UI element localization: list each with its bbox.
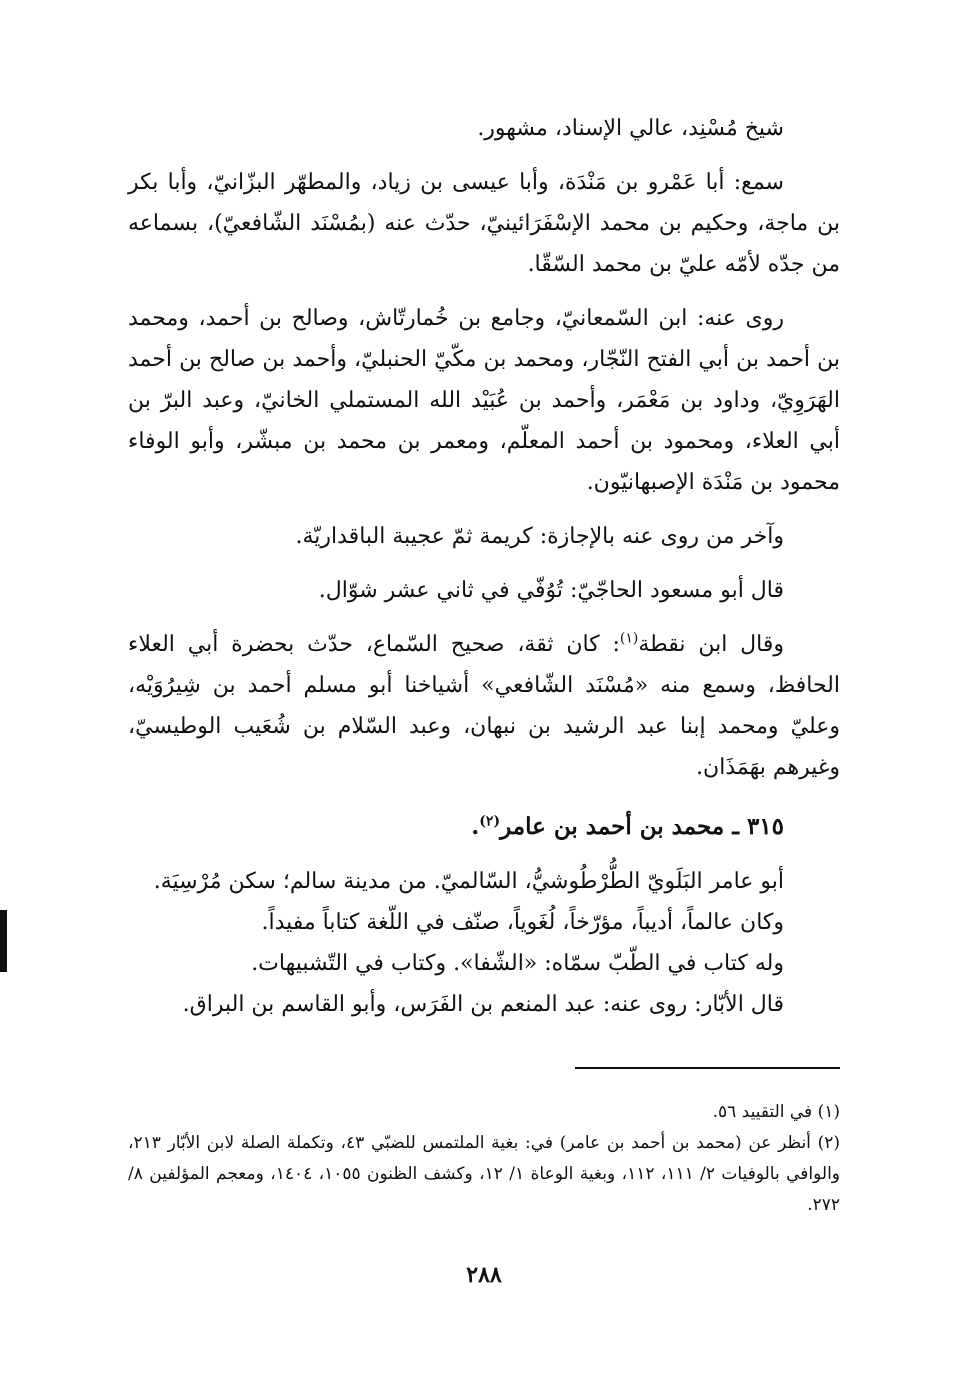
- ibn-nuqta-intro: وقال ابن نقطة: [638, 632, 784, 657]
- paragraph-al-abbar: قال الأبّار: روى عنه: عبد المنعم بن الفَرَس، وأبو القاسم بن البراق.: [182, 992, 784, 1017]
- paragraph-medicine-book: وله كتاب في الطّبّ سمّاه: «الشّفا». وكتاب في التّشبيهات.: [251, 951, 784, 976]
- footnote-ref-1[interactable]: (١): [619, 630, 639, 647]
- main-text: [128, 108, 840, 1025]
- paragraph-biography-opening: شيخ مُسْنِد، عالي الإسناد، مشهور.: [477, 116, 784, 141]
- paragraph-heard-from: سمع: أبا عَمْرو بن مَنْدَة، وأبا عيسى بن زياد، والمطهّر البزّانيّ، وأبا بكر بن ماجة، وحكيم بن محمد الإسْفَرَائينيّ، حدّث عنه (بمُسْنَد الشّافعيّ)، بسماعه من جدّه لأمّه عليّ بن محمد السّقّا.: [128, 170, 840, 277]
- footnote-1: (١) في التقييد ٥٦.: [712, 1102, 840, 1122]
- paragraph-last-narrator: وآخر من روى عنه بالإجازة: كريمة ثمّ عجيبة الباقداريّة.: [295, 524, 784, 549]
- footnotes-section: [128, 1097, 840, 1221]
- paragraph-ibn-nuqta: [128, 624, 840, 788]
- paragraph-narrated-from-him: روى عنه: ابن السّمعانيّ، وجامع بن خُمارتّاش، وصالح بن أحمد، ومحمد بن أحمد بن أبي الفتح النّجّار، ومحمد بن مكّيّ الحنبليّ، وأحمد بن صالح بن أحمد الهَرَوِيّ، وداود بن مَعْمَر، وأحمد بن عُبَيْد الله المستملي الخانيّ، وعبد البرّ بن أبي العلاء، ومحمود بن أحمد المعلّم، ومعمر بن محمد بن مبشّر، وأبو الوفاء محمود بن مَنْدَة الإصبهانيّون.: [128, 306, 840, 495]
- scan-margin-mark: [0, 910, 7, 972]
- entry-heading-315: [128, 806, 840, 847]
- footnote-ref-2[interactable]: (٢): [479, 813, 501, 830]
- ibn-nuqta-quote: : كان ثقة، صحيح السّماع، حدّث بحضرة أبي العلاء الحافظ، وسمع منه «مُسْنَد الشّافعي» أشياخنا أبو مسلم أحمد بن شِيرُوَيْه، وعليّ ومحمد إبنا عبد الرشيد بن نبهان، وعبد السّلام بن شُعَيب الوطيسيّ، وغيرهم بهَمَذَان.: [128, 632, 841, 780]
- footnote-2: (٢) أنظر عن (محمد بن أحمد بن عامر) في: بغية الملتمس للضبّي ٤٣، وتكملة الصلة لابن الأبّار ٢١٣، والوافي بالوفيات ٢/ ١١١، ١١٢، وبغية الوعاة ١/ ١٢، وكشف الظنون ١٠٥٥، ١٤٠٤، ومعجم المؤلفين ٨/ ٢٧٢.: [128, 1133, 841, 1215]
- page-number: ٢٨٨: [466, 1262, 502, 1288]
- paragraph-nisba: أبو عامر البَلَويّ الطُّرْطُوشيُّ، السّالميّ. من مدينة سالم؛ سكن مُرْسِيَة.: [153, 869, 784, 894]
- entry-heading-period: .: [471, 813, 480, 840]
- entry-heading-title: ٣١٥ ـ محمد بن أحمد بن عامر: [500, 813, 784, 840]
- paragraph-scholar-description: وكان عالماً، أديباً، مؤرّخاً، لُغَوياً، صنّف في اللّغة كتاباً مفيداً.: [261, 910, 784, 935]
- footnote-divider: [575, 1067, 840, 1069]
- paragraph-death-date: قال أبو مسعود الحاجّيّ: تُوُفّي في ثاني عشر شوّال.: [318, 578, 784, 603]
